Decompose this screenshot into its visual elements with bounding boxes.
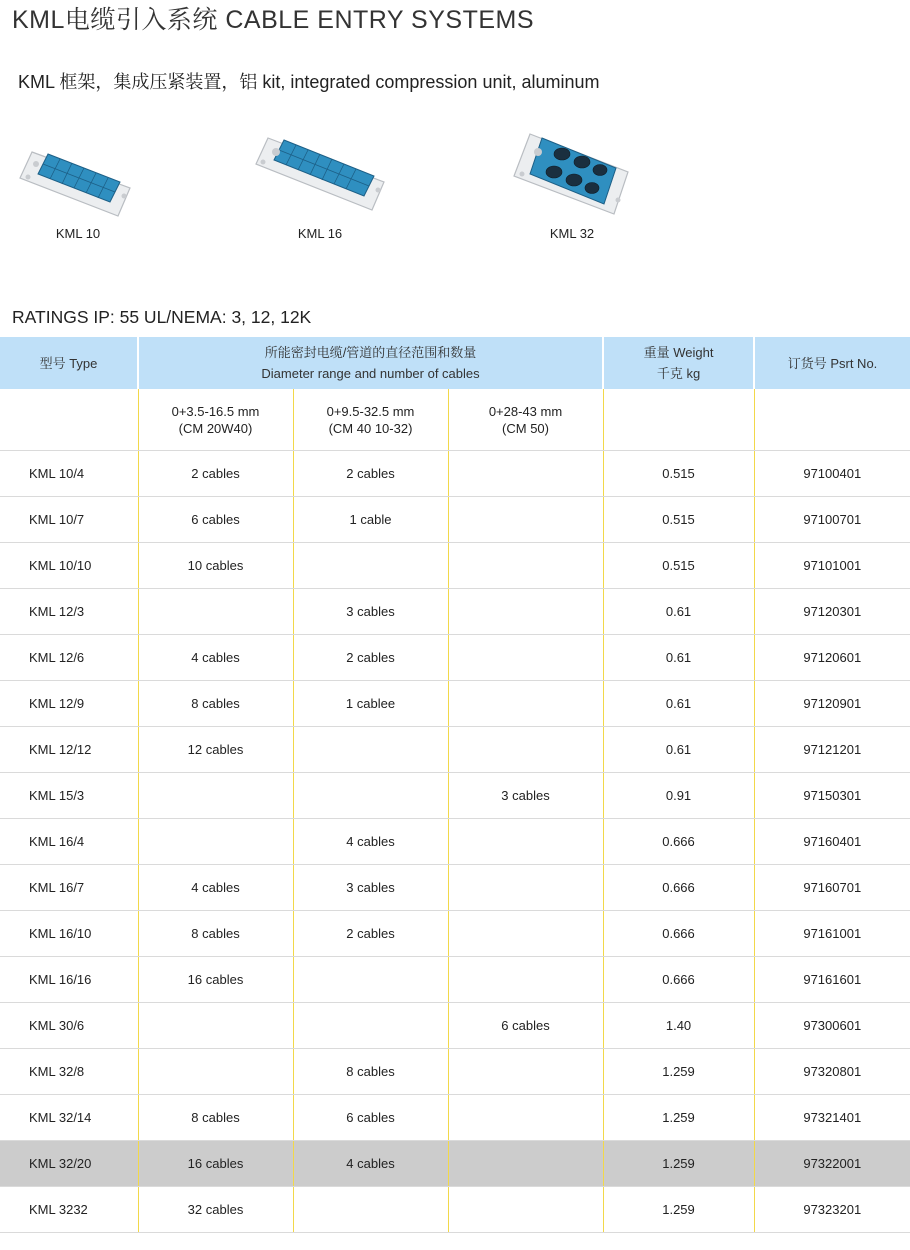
range3-count-cell: [448, 543, 603, 589]
weight-cell: 0.61: [603, 727, 754, 773]
part-number-cell: 97100701: [754, 497, 910, 543]
header-part-number: 订货号 Psrt No.: [754, 337, 910, 389]
table-header-row: [0, 337, 910, 389]
range3-count-cell: [448, 727, 603, 773]
part-number-cell: 97100401: [754, 451, 910, 497]
range2-count-cell: 4 cables: [293, 819, 448, 865]
model-cell: KML 16/7: [0, 865, 138, 911]
product-kml-32: [502, 130, 642, 241]
range2-count-cell: 2 cables: [293, 451, 448, 497]
part-number-cell: 97120301: [754, 589, 910, 635]
range-text: 0+28-43 mm: [488, 403, 563, 419]
range1-count-cell: 32 cables: [138, 1187, 293, 1233]
part-number-cell: 97160401: [754, 819, 910, 865]
range3-count-cell: 6 cables: [448, 1003, 603, 1049]
spec-table: [0, 337, 910, 1233]
product-caption-kml-10: KML 10: [55, 226, 101, 241]
range3-count-cell: [448, 911, 603, 957]
weight-cell: 0.515: [603, 543, 754, 589]
range1-count-cell: [138, 1049, 293, 1095]
range2-count-cell: [293, 727, 448, 773]
header-diameter: [138, 337, 603, 389]
weight-cell: 0.515: [603, 451, 754, 497]
range3-count-cell: [448, 819, 603, 865]
range1-count-cell: 6 cables: [138, 497, 293, 543]
range2-count-cell: 3 cables: [293, 589, 448, 635]
range2-count-cell: 1 cable: [293, 497, 448, 543]
kml-32-frame-image: [502, 130, 642, 222]
model-cell: KML 30/6: [0, 1003, 138, 1049]
weight-cell: 0.666: [603, 819, 754, 865]
part-number-cell: 97322001: [754, 1141, 910, 1187]
range2-count-cell: [293, 957, 448, 1003]
range3-count-cell: [448, 451, 603, 497]
range-cell-3: [448, 389, 603, 451]
model-cell: KML 10/10: [0, 543, 138, 589]
range1-count-cell: 16 cables: [138, 957, 293, 1003]
model-cell: KML 10/4: [0, 451, 138, 497]
range2-count-cell: 3 cables: [293, 865, 448, 911]
product-caption-kml-32: KML 32: [549, 226, 595, 241]
range3-count-cell: [448, 681, 603, 727]
header-diameter-cn: 所能密封电缆/管道的直径范围和数量: [264, 345, 477, 360]
weight-cell: 0.666: [603, 911, 754, 957]
model-cell: KML 12/3: [0, 589, 138, 635]
model-cell: KML 3232: [0, 1187, 138, 1233]
weight-cell: 0.61: [603, 589, 754, 635]
range-empty-cell: [0, 389, 138, 451]
header-weight-line1: 重量 Weight: [643, 345, 714, 360]
range2-count-cell: [293, 1187, 448, 1233]
model-cell: KML 32/14: [0, 1095, 138, 1141]
table-row: [0, 1187, 910, 1233]
part-number-cell: 97321401: [754, 1095, 910, 1141]
weight-cell: 0.666: [603, 865, 754, 911]
table-row: [0, 727, 910, 773]
part-number-cell: 97161601: [754, 957, 910, 1003]
range2-count-cell: 1 cablee: [293, 681, 448, 727]
range2-count-cell: [293, 543, 448, 589]
range3-count-cell: [448, 497, 603, 543]
part-number-cell: 97120901: [754, 681, 910, 727]
range1-count-cell: 12 cables: [138, 727, 293, 773]
part-number-cell: 97160701: [754, 865, 910, 911]
part-number-cell: 97320801: [754, 1049, 910, 1095]
range-code: (CM 50): [502, 420, 549, 436]
model-cell: KML 32/20: [0, 1141, 138, 1187]
model-cell: KML 10/7: [0, 497, 138, 543]
model-cell: KML 32/8: [0, 1049, 138, 1095]
range1-count-cell: [138, 589, 293, 635]
range-code: (CM 20W40): [178, 420, 253, 436]
weight-cell: 0.666: [603, 957, 754, 1003]
range3-count-cell: 3 cables: [448, 773, 603, 819]
range1-count-cell: 10 cables: [138, 543, 293, 589]
model-cell: KML 16/16: [0, 957, 138, 1003]
table-row: [0, 957, 910, 1003]
header-weight-line2: 千克 kg: [656, 366, 701, 381]
weight-cell: 1.259: [603, 1095, 754, 1141]
table-row: [0, 589, 910, 635]
range-text: 0+3.5-16.5 mm: [171, 403, 260, 419]
product-kml-16: [250, 130, 390, 241]
range2-count-cell: 2 cables: [293, 911, 448, 957]
range2-count-cell: [293, 1003, 448, 1049]
part-number-cell: 97161001: [754, 911, 910, 957]
range-cell-1: [138, 389, 293, 451]
range-subheader-row: [0, 389, 910, 451]
part-number-cell: 97121201: [754, 727, 910, 773]
model-cell: KML 12/12: [0, 727, 138, 773]
range-empty-cell: [603, 389, 754, 451]
range1-count-cell: 4 cables: [138, 635, 293, 681]
table-row: [0, 1141, 910, 1187]
range3-count-cell: [448, 865, 603, 911]
table-row: [0, 635, 910, 681]
part-number-cell: 97101001: [754, 543, 910, 589]
table-row: [0, 1095, 910, 1141]
weight-cell: 1.40: [603, 1003, 754, 1049]
model-cell: KML 16/4: [0, 819, 138, 865]
range2-count-cell: [293, 773, 448, 819]
model-cell: KML 16/10: [0, 911, 138, 957]
range3-count-cell: [448, 1049, 603, 1095]
weight-cell: 1.259: [603, 1141, 754, 1187]
range1-count-cell: 16 cables: [138, 1141, 293, 1187]
range2-count-cell: 6 cables: [293, 1095, 448, 1141]
header-diameter-en: Diameter range and number of cables: [261, 366, 480, 381]
weight-cell: 1.259: [603, 1049, 754, 1095]
weight-cell: 1.259: [603, 1187, 754, 1233]
range3-count-cell: [448, 1187, 603, 1233]
product-caption-kml-16: KML 16: [297, 226, 343, 241]
kml-16-frame-image: [250, 130, 390, 222]
page-title: KML电缆引入系统 CABLE ENTRY SYSTEMS: [12, 6, 535, 34]
range2-count-cell: 2 cables: [293, 635, 448, 681]
part-number-cell: 97120601: [754, 635, 910, 681]
table-row: [0, 819, 910, 865]
range3-count-cell: [448, 589, 603, 635]
range3-count-cell: [448, 957, 603, 1003]
table-row: [0, 1049, 910, 1095]
weight-cell: 0.91: [603, 773, 754, 819]
table-row: [0, 497, 910, 543]
range2-count-cell: 4 cables: [293, 1141, 448, 1187]
range1-count-cell: 8 cables: [138, 911, 293, 957]
weight-cell: 0.61: [603, 635, 754, 681]
header-weight: [603, 337, 754, 389]
page-subtitle: KML 框架，集成压紧装置，铝 kit, integrated compression unit, aluminum: [18, 72, 600, 92]
table-row: [0, 911, 910, 957]
table-row: [0, 451, 910, 497]
range-empty-cell: [754, 389, 910, 451]
range1-count-cell: [138, 773, 293, 819]
table-row: [0, 1003, 910, 1049]
part-number-cell: 97323201: [754, 1187, 910, 1233]
range1-count-cell: 4 cables: [138, 865, 293, 911]
table-row: [0, 543, 910, 589]
range3-count-cell: [448, 1141, 603, 1187]
model-cell: KML 15/3: [0, 773, 138, 819]
part-number-cell: 97150301: [754, 773, 910, 819]
table-row: [0, 681, 910, 727]
range1-count-cell: 8 cables: [138, 681, 293, 727]
table-row: [0, 773, 910, 819]
range2-count-cell: 8 cables: [293, 1049, 448, 1095]
range-code: (CM 40 10-32): [328, 420, 413, 436]
range1-count-cell: [138, 819, 293, 865]
model-cell: KML 12/9: [0, 681, 138, 727]
ratings-heading: RATINGS IP: 55 UL/NEMA: 3, 12, 12K: [12, 307, 312, 327]
header-type: 型号 Type: [0, 337, 138, 389]
table-row: [0, 865, 910, 911]
product-kml-10: [8, 130, 148, 241]
model-cell: KML 12/6: [0, 635, 138, 681]
range3-count-cell: [448, 635, 603, 681]
range1-count-cell: [138, 1003, 293, 1049]
weight-cell: 0.61: [603, 681, 754, 727]
range-text: 0+9.5-32.5 mm: [326, 403, 415, 419]
part-number-cell: 97300601: [754, 1003, 910, 1049]
range1-count-cell: 2 cables: [138, 451, 293, 497]
kml-10-frame-image: [8, 130, 148, 222]
weight-cell: 0.515: [603, 497, 754, 543]
range1-count-cell: 8 cables: [138, 1095, 293, 1141]
range-cell-2: [293, 389, 448, 451]
range3-count-cell: [448, 1095, 603, 1141]
